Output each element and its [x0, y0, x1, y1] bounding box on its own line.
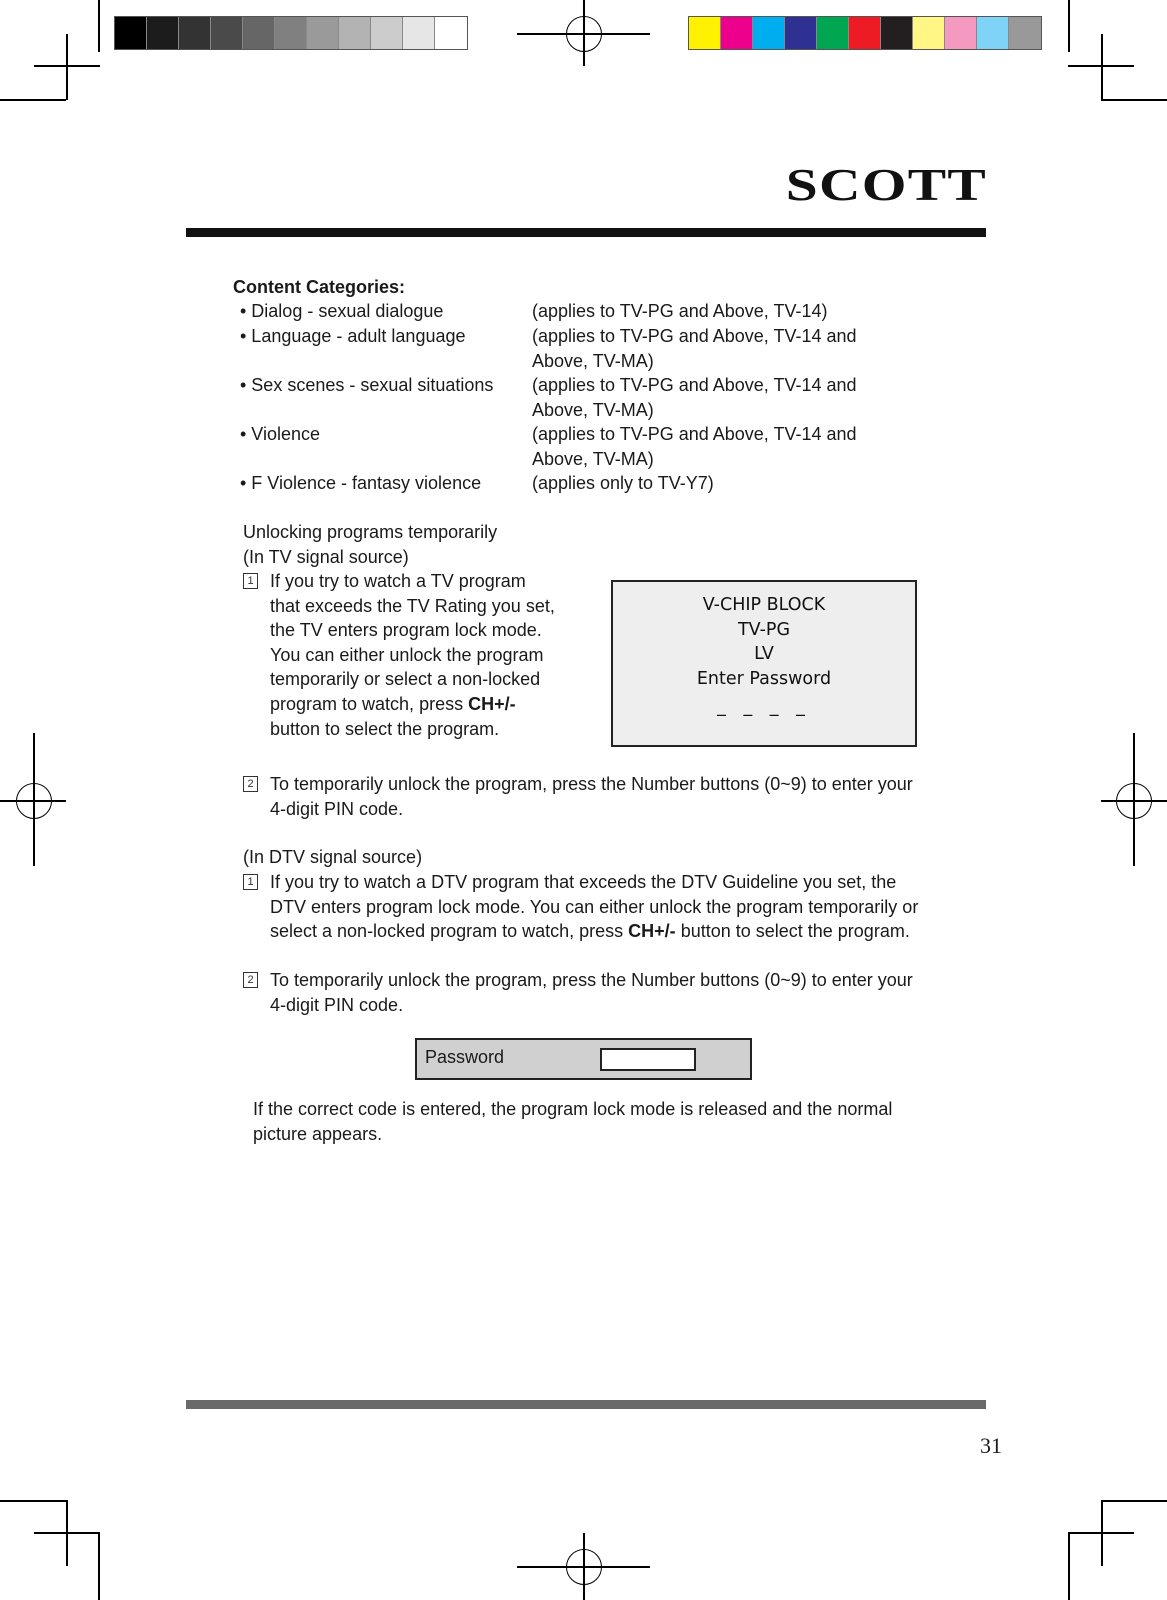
vchip-password-dashes: _ _ _ _ [717, 697, 811, 717]
step-number: 1 [243, 874, 258, 890]
color-swatch [275, 17, 307, 49]
color-swatch [753, 17, 785, 49]
tv-source-label: (In TV signal source) [243, 547, 409, 567]
color-calibration-bar [688, 16, 1042, 50]
category-applies: (applies to TV-PG and Above, TV-14) [532, 301, 828, 321]
header-rule [186, 228, 986, 237]
color-swatch [211, 17, 243, 49]
category-applies: (applies to TV-PG and Above, TV-14 and Above, TV-MA) [532, 375, 857, 420]
dtv-step-2-text: To temporarily unlock the program, press the Number buttons (0~9) to enter your 4-digit PIN code. [270, 970, 913, 1015]
vchip-title: V-CHIP BLOCK [702, 595, 826, 615]
category-name: • Sex scenes - sexual situations [240, 375, 494, 395]
color-swatch [881, 17, 913, 49]
color-swatch [115, 17, 147, 49]
ch-button-ref: CH+/- [628, 921, 676, 942]
content-categories-heading: Content Categories: [233, 277, 406, 297]
color-swatch [307, 17, 339, 49]
category-applies: (applies to TV-PG and Above, TV-14 and Above, TV-MA) [532, 424, 857, 469]
step-number: 2 [243, 972, 258, 988]
color-swatch [147, 17, 179, 49]
color-swatch [817, 17, 849, 49]
footer-rule [186, 1400, 986, 1409]
color-swatch [435, 17, 467, 49]
tv-step-1-text: If you try to watch a TV program that exceeds the TV Rating you set, the TV enters program lock mode. You can either unlock the program temporarily or select a non-locked program to watch, press CH+/- button to select the program. [270, 571, 555, 739]
category-name: • Dialog - sexual dialogue [240, 301, 444, 321]
color-swatch [1009, 17, 1041, 49]
vchip-content: LV [754, 644, 774, 664]
dtv-source-label: (In DTV signal source) [243, 847, 423, 867]
color-swatch [371, 17, 403, 49]
color-swatch [721, 17, 753, 49]
closing-text: If the correct code is entered, the program lock mode is released and the normal picture appears. [253, 1099, 893, 1144]
color-swatch [849, 17, 881, 49]
tv-step-2-text: To temporarily unlock the program, press the Number buttons (0~9) to enter your 4-digit PIN code. [270, 774, 913, 819]
color-swatch [945, 17, 977, 49]
password-screen [415, 1038, 752, 1080]
category-applies: (applies to TV-PG and Above, TV-14 and Above, TV-MA) [532, 326, 857, 371]
color-swatch [403, 17, 435, 49]
color-swatch [243, 17, 275, 49]
vchip-rating: TV-PG [737, 619, 791, 640]
grayscale-calibration-bar [114, 16, 468, 50]
page-number: 31 [980, 1433, 1002, 1458]
dtv-step-1-text: If you try to watch a DTV program that exceeds the DTV Guideline you set, the DTV enters program lock mode. You can either unlock the program temporarily or select a non-locked program to watch, press CH+/- button to select the program. [270, 872, 919, 942]
brand-logo: SCOTT [785, 159, 987, 210]
category-name: • Violence [240, 424, 321, 444]
vchip-block-screen [611, 580, 917, 747]
color-swatch [179, 17, 211, 49]
vchip-prompt: Enter Password [696, 668, 832, 689]
ch-button-ref: CH+/- [468, 693, 516, 714]
category-name: • F Violence - fantasy violence [240, 473, 482, 493]
category-applies: (applies only to TV-Y7) [532, 473, 714, 493]
password-label: Password [425, 1047, 505, 1067]
color-swatch [339, 17, 371, 49]
category-name: • Language - adult language [240, 326, 466, 346]
color-swatch [689, 17, 721, 49]
unlock-section-title: Unlocking programs temporarily [243, 522, 498, 542]
step-number: 2 [243, 776, 258, 792]
color-swatch [977, 17, 1009, 49]
color-swatch [785, 17, 817, 49]
step-number: 1 [243, 573, 258, 589]
password-field[interactable] [600, 1048, 696, 1071]
color-swatch [913, 17, 945, 49]
